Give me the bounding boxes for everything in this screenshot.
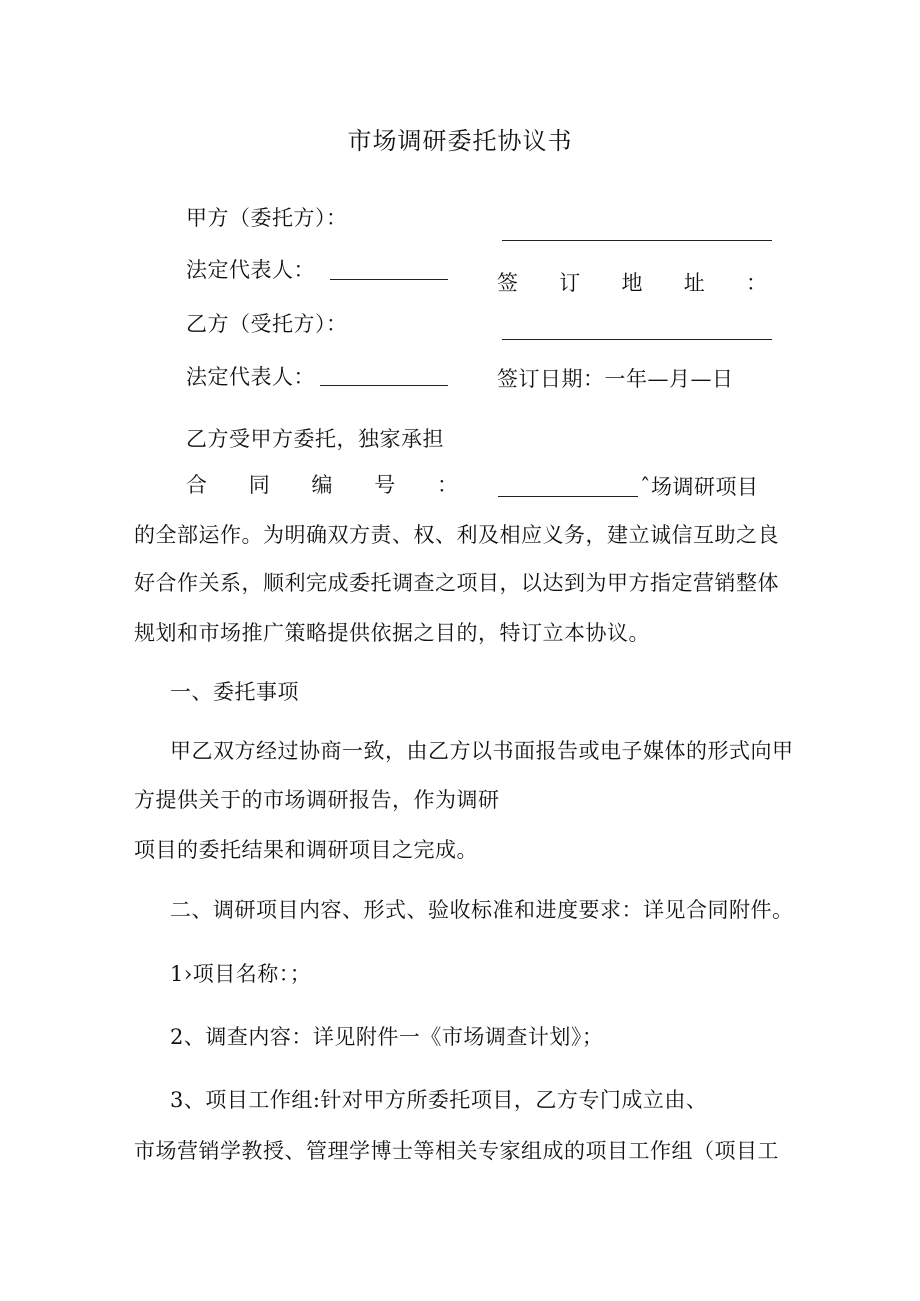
document-title: 市场调研委托协议书 (347, 127, 573, 155)
legal-rep-blank-1 (330, 279, 448, 280)
body-line: 的全部运作。为明确双方责、权、利及相应义务，建立诚信互助之良 (134, 523, 779, 547)
contract-number-char: 编 (311, 473, 333, 497)
contract-number-char: 同 (248, 473, 270, 497)
item-2: 2、调查内容：详见附件一《市场调查计划》； (170, 1025, 604, 1049)
legal-rep-label-1: 法定代表人： (186, 258, 315, 282)
section-2-heading: 二、调研项目内容、形式、验收标准和进度要求：详见合同附件。 (170, 898, 794, 922)
party-b-label: 乙方（受托方）： (186, 312, 348, 336)
sign-place-char: 订 (559, 271, 581, 295)
entrust-line: 乙方受甲方委托，独家承担 (186, 427, 444, 451)
contract-number-char: 号 (374, 473, 396, 497)
sign-place-char: 签 (497, 271, 518, 295)
contract-number-char: 合 (186, 473, 207, 497)
legal-rep-label-2: 法定代表人： (186, 365, 315, 389)
sign-place-label (497, 273, 767, 294)
section-1-line: 方提供关于的市场调研报告，作为调研 (134, 788, 500, 812)
body-line: 规划和市场推广策略提供依据之目的，特订立本协议。 (134, 621, 650, 645)
section-1-heading: 一、委托事项 (170, 680, 299, 704)
body-line: 好合作关系，顺利完成委托调查之项目，以达到为甲方指定营销整体 (134, 571, 779, 595)
sign-place-char: ： (746, 271, 767, 295)
project-suffix: ˆ场调研项目 (640, 475, 759, 499)
sign-date: 签订日期：一年—月—日 (497, 367, 734, 391)
contract-number-char: ： (437, 473, 458, 497)
sign-place-char: 址 (683, 271, 705, 295)
legal-rep-blank-2 (320, 385, 448, 386)
item-1: 1›项目名称：； (170, 962, 312, 986)
item-3-continuation: 市场营销学教授、管理学博士等相关专家组成的项目工作组（项目工 (134, 1139, 779, 1163)
contract-number-label (186, 475, 458, 496)
sign-place-blank-bottom (502, 339, 772, 340)
party-a-label: 甲方（委托方）： (186, 206, 348, 230)
contract-number-blank (498, 496, 638, 497)
section-1-line: 项目的委托结果和调研项目之完成。 (134, 838, 478, 862)
sign-place-blank-top (502, 240, 772, 241)
item-3: 3、项目工作组:针对甲方所委托项目，乙方专门成立由、 (170, 1088, 708, 1112)
section-1-line: 甲乙双方经过协商一致，由乙方以书面报告或电子媒体的形式向甲 (170, 739, 794, 763)
sign-place-char: 地 (621, 271, 643, 295)
